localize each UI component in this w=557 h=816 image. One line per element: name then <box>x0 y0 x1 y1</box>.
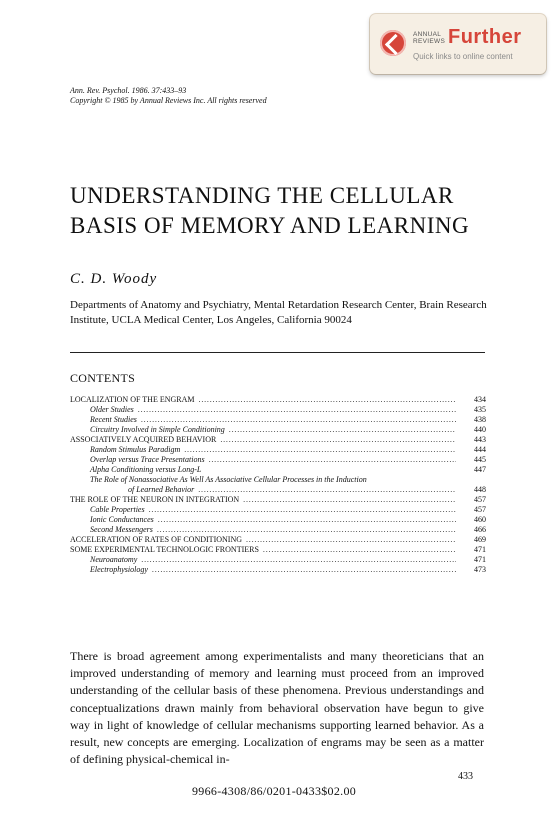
toc-entry[interactable] <box>70 465 486 475</box>
toc-entry-page: 473 <box>474 565 486 574</box>
badge-subtitle: Quick links to online content <box>413 52 513 61</box>
toc-leader-dots <box>152 565 456 575</box>
journal-citation: Ann. Rev. Psychol. 1986. 37:433–93 <box>70 86 187 95</box>
title-line-2: BASIS OF MEMORY AND LEARNING <box>70 213 470 238</box>
toc-entry-title: Recent Studies <box>90 415 137 424</box>
toc-leader-dots <box>138 405 456 415</box>
toc-entry[interactable] <box>70 415 486 425</box>
toc-entry-page: 445 <box>474 455 486 464</box>
toc-leader-dots <box>243 495 456 505</box>
toc-entry-title: SOME EXPERIMENTAL TECHNOLOGIC FRONTIERS <box>70 545 259 554</box>
toc-entry[interactable] <box>70 495 486 505</box>
toc-entry-page: 460 <box>474 515 486 524</box>
toc-leader-dots <box>263 545 456 555</box>
toc-entry[interactable] <box>70 565 486 575</box>
toc-leader-dots <box>157 525 456 535</box>
toc-entry-page: 466 <box>474 525 486 534</box>
toc-entry-page: 435 <box>474 405 486 414</box>
toc-entry-page: 443 <box>474 435 486 444</box>
toc-leader-dots <box>199 395 456 405</box>
toc-leader-dots <box>220 435 456 445</box>
toc-entry[interactable] <box>70 515 486 525</box>
toc-entry-page: 457 <box>474 495 486 504</box>
toc-entry-page: 434 <box>474 395 486 404</box>
further-logo-icon <box>380 30 406 56</box>
toc-leader-dots <box>184 445 456 455</box>
toc-entry[interactable] <box>70 435 486 445</box>
table-of-contents <box>70 395 486 575</box>
toc-leader-space <box>371 475 456 485</box>
toc-entry-title: Random Stimulus Paradigm <box>90 445 181 454</box>
toc-leader-dots <box>246 535 456 545</box>
toc-entry-title: LOCALIZATION OF THE ENGRAM <box>70 395 195 404</box>
toc-entry-title: Ionic Conductances <box>90 515 154 524</box>
badge-line-annual: ANNUAL <box>413 31 442 38</box>
toc-entry[interactable] <box>70 485 486 495</box>
toc-entry[interactable] <box>70 395 486 405</box>
toc-entry[interactable] <box>70 475 486 485</box>
toc-entry[interactable] <box>70 535 486 545</box>
toc-entry-page: 440 <box>474 425 486 434</box>
badge-brand: Further <box>448 26 522 48</box>
toc-entry-page: 471 <box>474 555 486 564</box>
toc-entry[interactable] <box>70 445 486 455</box>
toc-entry-title: The Role of Nonassociative As Well As Associative Cellular Processes in the Induction <box>90 475 367 484</box>
section-divider <box>70 352 485 353</box>
page-number: 433 <box>458 771 473 782</box>
toc-leader-dots <box>198 485 456 495</box>
toc-entry[interactable] <box>70 405 486 415</box>
toc-leader-dots <box>158 515 456 525</box>
toc-entry[interactable] <box>70 505 486 515</box>
toc-entry[interactable] <box>70 455 486 465</box>
article-title <box>70 181 469 241</box>
footer-code: 9966-4308/86/0201-0433$02.00 <box>192 784 357 798</box>
toc-entry-title: Second Messengers <box>90 525 153 534</box>
toc-entry-title: Neuroanatomy <box>90 555 138 564</box>
toc-entry-page: 457 <box>474 505 486 514</box>
toc-entry-title: Cable Properties <box>90 505 145 514</box>
toc-entry-title: Overlap versus Trace Presentations <box>90 455 205 464</box>
body-paragraph: There is broad agreement among experimentalists and many theoreticians that an improved understanding of memory and learning must proceed from an improved understanding of the cellular basis of these phenomena. Previous understandings and conceptualizations drawn mainly from behavioral observation have begun to give way in light of knowledge of cellular mechanisms supporting learned behavior. As a result, new concepts are emerging. Localization of engrams may be seen as a matter of defining physical-chemical in- <box>70 649 484 767</box>
toc-entry[interactable] <box>70 555 486 565</box>
toc-entry[interactable] <box>70 525 486 535</box>
annual-reviews-further-badge[interactable] <box>370 14 546 74</box>
badge-line-reviews: REVIEWS <box>413 38 446 45</box>
toc-leader-dots <box>141 415 456 425</box>
toc-entry-page: 438 <box>474 415 486 424</box>
toc-entry-title: THE ROLE OF THE NEURON IN INTEGRATION <box>70 495 240 504</box>
toc-entry-title: Older Studies <box>90 405 134 414</box>
toc-entry-title: Alpha Conditioning versus Long-L <box>90 465 202 474</box>
toc-leader-space <box>205 465 456 475</box>
toc-entry-page: 448 <box>474 485 486 494</box>
toc-entry[interactable] <box>70 425 486 435</box>
toc-entry-title: Electrophysiology <box>90 565 148 574</box>
toc-leader-dots <box>209 455 456 465</box>
toc-leader-dots <box>149 505 456 515</box>
toc-entry-title: Circuitry Involved in Simple Conditioning <box>90 425 225 434</box>
badge-publisher-label <box>413 31 445 45</box>
toc-entry-title: ACCELERATION OF RATES OF CONDITIONING <box>70 535 242 544</box>
toc-entry-page: 471 <box>474 545 486 554</box>
author-name: C. D. Woody <box>70 271 158 287</box>
toc-entry-page <box>460 475 486 485</box>
title-line-1: UNDERSTANDING THE CELLULAR <box>70 183 454 208</box>
toc-entry-title: ASSOCIATIVELY ACQUIRED BEHAVIOR <box>70 435 217 444</box>
toc-leader-dots <box>141 555 456 565</box>
toc-entry-page: 469 <box>474 535 486 544</box>
contents-heading: CONTENTS <box>70 371 136 385</box>
toc-entry-page: 444 <box>474 445 486 454</box>
toc-entry[interactable] <box>70 545 486 555</box>
author-affiliation: Departments of Anatomy and Psychiatry, Mental Retardation Research Center, Brain Research Institute, UCLA Medical Center, Los Angeles, California 90024 <box>70 299 487 326</box>
toc-entry-title: of Learned Behavior <box>128 485 195 494</box>
toc-entry-page: 447 <box>474 465 486 474</box>
toc-leader-dots <box>229 425 456 435</box>
copyright-line: Copyright © 1985 by Annual Reviews Inc. All rights reserved <box>70 96 267 105</box>
